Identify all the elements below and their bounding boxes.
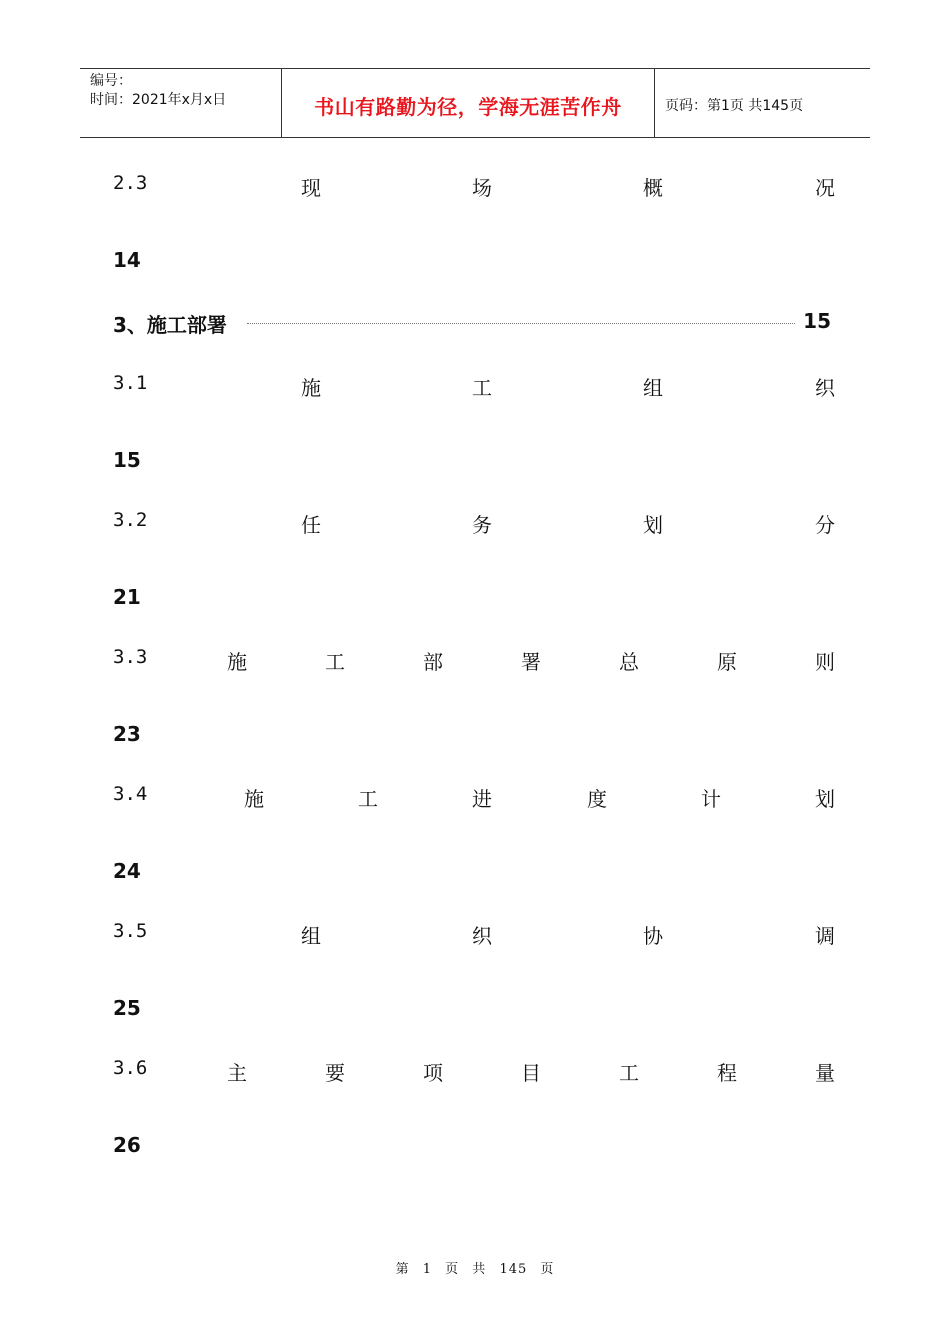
toc-entry-char: 总 xyxy=(619,650,639,674)
page-footer xyxy=(0,1258,950,1277)
footer-text: 共 xyxy=(472,1262,487,1277)
toc-entry-char: 量 xyxy=(815,1061,835,1085)
toc-entry-number: 3.2 xyxy=(113,509,148,531)
toc-entry-3-4[interactable] xyxy=(113,783,836,809)
toc-entry-number: 3.5 xyxy=(113,920,148,942)
toc-entry-char: 则 xyxy=(815,650,835,674)
toc-entry-char: 工 xyxy=(325,650,345,674)
footer-current-page: 1 xyxy=(422,1262,432,1277)
footer-total-pages: 145 xyxy=(499,1262,528,1277)
footer-text: 第 xyxy=(395,1262,410,1277)
toc-entry-number: 3.6 xyxy=(113,1057,148,1079)
toc-entry-char: 施 xyxy=(244,787,264,811)
toc-dot-leader xyxy=(247,323,795,324)
toc-entry-char: 施 xyxy=(301,376,321,400)
footer-text: 页 xyxy=(540,1262,555,1277)
toc-entry-page: 15 xyxy=(113,448,141,472)
toc-entry-char: 组 xyxy=(643,376,663,400)
toc-entry-3-5[interactable] xyxy=(113,920,836,946)
toc-entry-char: 务 xyxy=(472,513,492,537)
toc-entry-3-3[interactable] xyxy=(113,646,836,672)
footer-text: 页 xyxy=(445,1262,460,1277)
toc-entry-char: 原 xyxy=(717,650,737,674)
header-right-cell xyxy=(655,69,870,137)
toc-entry-number: 3.3 xyxy=(113,646,148,668)
toc-entry-3-1[interactable] xyxy=(113,372,836,398)
toc-entry-char: 目 xyxy=(521,1061,541,1085)
toc-entry-char: 划 xyxy=(815,787,835,811)
toc-entry-char: 署 xyxy=(521,650,541,674)
toc-entry-number: 3.1 xyxy=(113,372,148,394)
toc-entry-char: 部 xyxy=(423,650,443,674)
toc-section-3[interactable] xyxy=(113,309,831,335)
toc-entry-char: 工 xyxy=(472,376,492,400)
toc-entry-char: 织 xyxy=(815,376,835,400)
toc-entry-3-6[interactable] xyxy=(113,1057,836,1083)
toc-entry-char: 主 xyxy=(227,1061,247,1085)
toc-entry-page: 14 xyxy=(113,248,141,272)
toc-entry-char: 施 xyxy=(227,650,247,674)
toc-entry-char: 要 xyxy=(325,1061,345,1085)
header-middle-cell xyxy=(282,69,655,137)
header-page-info: 页码：第1页 共145页 xyxy=(665,98,804,114)
toc-entry-page: 24 xyxy=(113,859,141,883)
toc-entry-char: 划 xyxy=(643,513,663,537)
toc-entry-char: 况 xyxy=(815,176,835,200)
toc-entry-char: 程 xyxy=(717,1061,737,1085)
toc-entry-char: 场 xyxy=(472,176,492,200)
toc-entry-3-2[interactable] xyxy=(113,509,836,535)
toc-entry-char: 工 xyxy=(358,787,378,811)
toc-entry-char: 织 xyxy=(472,924,492,948)
toc-entry-char: 计 xyxy=(701,787,721,811)
toc-entry-char: 分 xyxy=(815,513,835,537)
toc-entry-number: 3.4 xyxy=(113,783,148,805)
toc-entry-char: 项 xyxy=(423,1061,443,1085)
toc-entry-page: 26 xyxy=(113,1133,141,1157)
toc-entry-2-3[interactable] xyxy=(113,172,836,198)
toc-entry-page: 21 xyxy=(113,585,141,609)
toc-entry-page: 25 xyxy=(113,996,141,1020)
header-left-cell xyxy=(80,69,282,137)
document-time-label: 时间：2021年x月x日 xyxy=(90,92,227,108)
toc-entry-char: 组 xyxy=(301,924,321,948)
toc-entry-char: 调 xyxy=(815,924,835,948)
header-motto: 书山有路勤为径，学海无涯苦作舟 xyxy=(314,95,622,119)
toc-entry-char: 任 xyxy=(301,513,321,537)
toc-entry-number: 2.3 xyxy=(113,172,148,194)
toc-entry-char: 协 xyxy=(643,924,663,948)
document-number-label: 编号： xyxy=(90,73,132,89)
toc-entry-char: 概 xyxy=(643,176,663,200)
toc-section-page: 15 xyxy=(803,309,831,333)
toc-entry-char: 工 xyxy=(619,1061,639,1085)
toc-entry-char: 现 xyxy=(301,176,321,200)
toc-entry-char: 进 xyxy=(472,787,492,811)
toc-entry-char: 度 xyxy=(587,787,607,811)
toc-entry-page: 23 xyxy=(113,722,141,746)
page-header xyxy=(80,68,870,138)
toc-section-label: 3、施工部署 xyxy=(113,313,227,337)
